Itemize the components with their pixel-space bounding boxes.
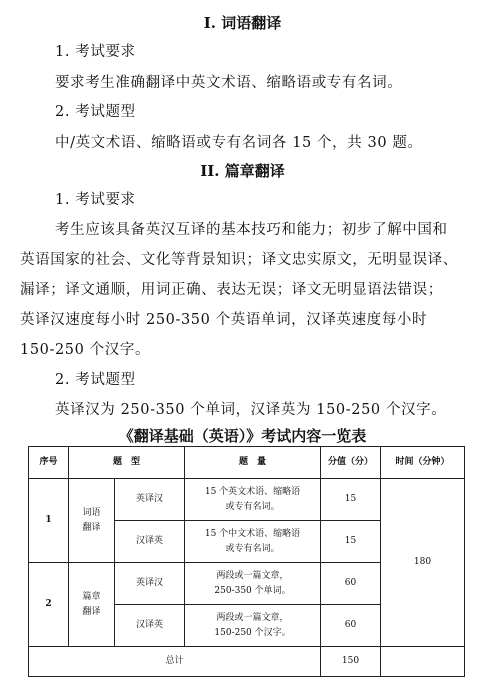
- row-score: 15: [321, 479, 381, 521]
- total-score: 150: [321, 647, 381, 677]
- row-amount: 15 个英文术语、缩略语 或专有名词。: [185, 479, 321, 521]
- section1-type-text: 中/英文术语、缩略语或专有名词各 15 个，共 30 题。: [55, 135, 423, 151]
- table-row: [29, 479, 465, 521]
- header-time: 时间（分钟）: [381, 447, 465, 479]
- table-title: 《翻译基础（英语）》考试内容一览表: [118, 427, 367, 445]
- section2-req-title: 1. 考试要求: [55, 192, 136, 208]
- section1-heading: I. 词语翻译: [203, 14, 282, 32]
- table-header-row: [29, 447, 465, 479]
- row-no: 2: [29, 563, 69, 647]
- header-score: 分值（分）: [321, 447, 381, 479]
- section2-req-line: 考生应该具备英汉互译的基本技巧和能力；初步了解中国和: [55, 222, 448, 238]
- time-total: 180: [381, 479, 465, 647]
- total-time-empty: [381, 647, 465, 677]
- row-subtype: 英译汉: [115, 563, 185, 605]
- section2-req-line: 150-250 个汉字。: [20, 342, 151, 358]
- row-subtype: 汉译英: [115, 605, 185, 647]
- row-score: 60: [321, 563, 381, 605]
- section2-req-line: 漏译；译文通顺，用词正确、表达无误；译文无明显语法错误；: [20, 282, 443, 298]
- header-no: 序号: [29, 447, 69, 479]
- row-amount: 15 个中文术语、缩略语 或专有名词。: [185, 521, 321, 563]
- section1-req-text: 要求考生准确翻译中英文术语、缩略语或专有名词。: [55, 75, 403, 91]
- section2-heading: II. 篇章翻译: [200, 162, 285, 180]
- row-subtype: 英译汉: [115, 479, 185, 521]
- row-group: 篇章 翻译: [69, 563, 115, 647]
- row-score: 60: [321, 605, 381, 647]
- section1-req-title: 1. 考试要求: [55, 44, 136, 60]
- section1-type-title: 2. 考试题型: [55, 104, 136, 120]
- row-group: 词语 翻译: [69, 479, 115, 563]
- row-subtype: 汉译英: [115, 521, 185, 563]
- section2-req-line: 英语国家的社会、文化等背景知识；译文忠实原文，无明显误译、: [20, 252, 458, 268]
- row-score: 15: [321, 521, 381, 563]
- header-type: 题 型: [69, 447, 185, 479]
- section2-type-text: 英译汉为 250-350 个单词，汉译英为 150-250 个汉字。: [55, 402, 447, 418]
- row-amount: 两段或一篇文章， 250-350 个单词。: [185, 563, 321, 605]
- row-amount: 两段或一篇文章， 150-250 个汉字。: [185, 605, 321, 647]
- total-label: 总计: [29, 647, 321, 677]
- section2-type-title: 2. 考试题型: [55, 372, 136, 388]
- exam-content-table: [28, 446, 465, 677]
- table-total-row: [29, 647, 465, 677]
- header-amount: 题 量: [185, 447, 321, 479]
- section2-req-line: 英译汉速度每小时 250-350 个英语单词，汉译英速度每小时: [20, 312, 428, 328]
- row-no: 1: [29, 479, 69, 563]
